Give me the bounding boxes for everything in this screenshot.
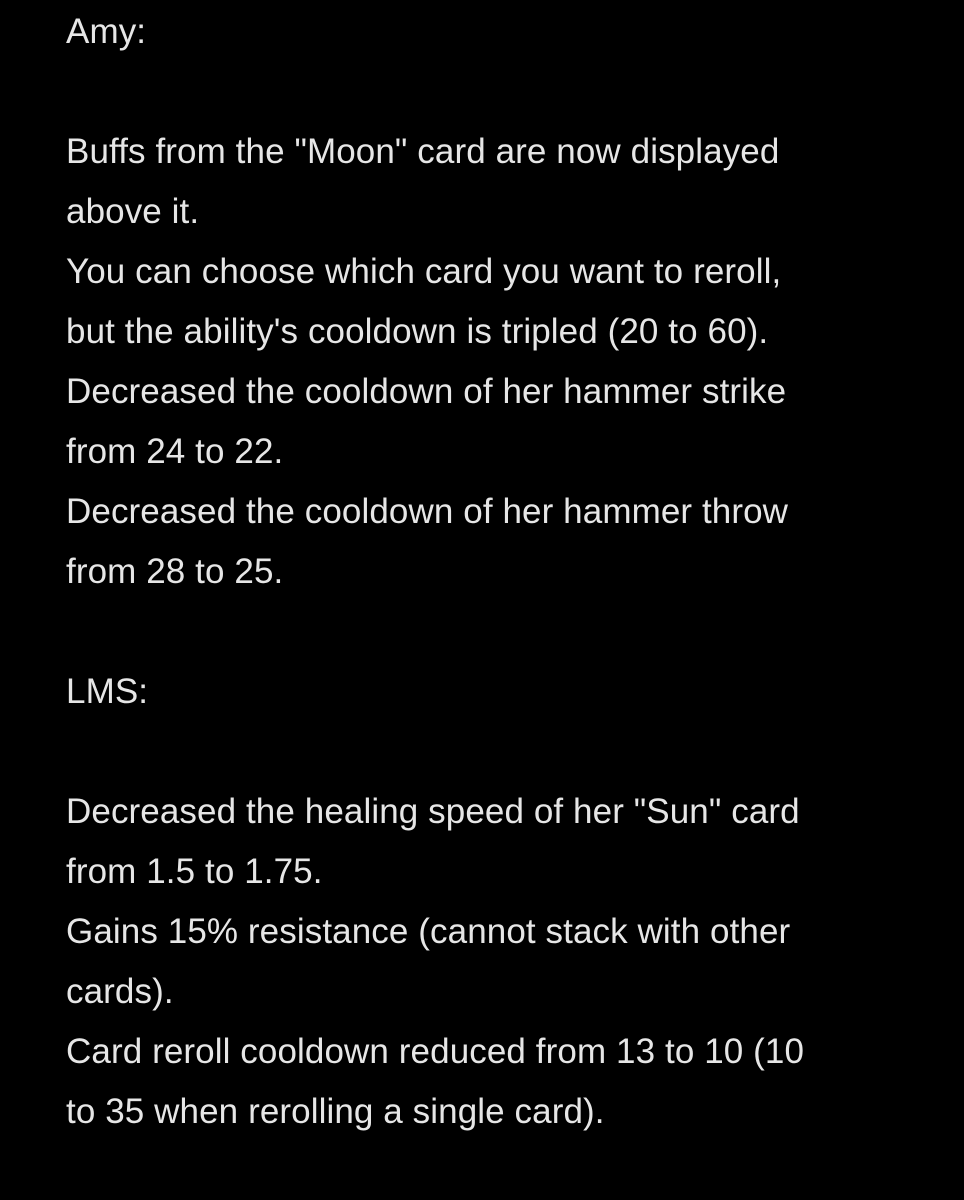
note-line: Decreased the cooldown of her hammer strike [66,372,787,411]
note-body [66,2,946,1142]
blank-line [66,722,946,782]
note-line: Buffs from the "Moon" card are now displayed [66,132,780,171]
note-line: but the ability's cooldown is tripled (20 to 60). [66,312,769,351]
note-line: above it. [66,192,200,231]
blank-line [66,62,946,122]
note-line: Card reroll cooldown reduced from 13 to 10 (10 [66,1032,805,1071]
note-line: Gains 15% resistance (cannot stack with other [66,912,791,951]
section-heading-amy: Amy: [66,12,147,51]
note-line: Decreased the cooldown of her hammer throw [66,492,789,531]
note-line: from 28 to 25. [66,552,284,591]
note-line: from 24 to 22. [66,432,284,471]
note-line: You can choose which card you want to reroll, [66,252,782,291]
note-line: to 35 when rerolling a single card). [66,1092,605,1131]
note-line: cards). [66,972,174,1011]
note-line: from 1.5 to 1.75. [66,852,323,891]
blank-line [66,602,946,662]
section-heading-lms: LMS: [66,672,149,711]
note-line: Decreased the healing speed of her "Sun" card [66,792,800,831]
